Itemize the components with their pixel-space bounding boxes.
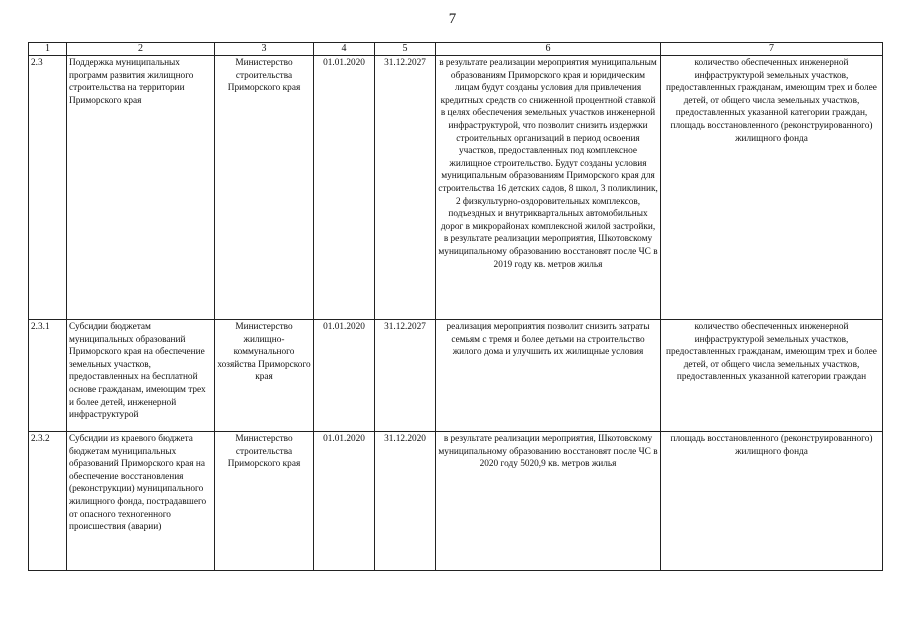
row-number: 2.3 — [29, 56, 67, 320]
header-col-6: 6 — [436, 43, 661, 56]
expected-result: в результате реализации мероприятия, Шкотовскому муниципальному образованию восстановят после ЧС в 2020 году 5020,9 кв. метров жилья — [436, 432, 661, 571]
target-indicator: количество обеспеченных инженерной инфраструктурой земельных участков, предоставленных гражданам, имеющим трех и более детей, от общего числа земельных участков, предоставленных указанной категории граждан, площадь восстановленного (реконструированного) жилищного фонда — [661, 56, 883, 320]
header-col-7: 7 — [661, 43, 883, 56]
target-indicator: количество обеспеченных инженерной инфраструктурой земельных участков, предоставленных гражданам, имеющим трех и более детей, от общего числа земельных участков, предоставленных указанной категории граждан — [661, 320, 883, 432]
responsible-executor: Министерство строительства Приморского края — [215, 56, 314, 320]
measure-name: Поддержка муниципальных программ развития жилищного строительства на территории Приморского края — [67, 56, 215, 320]
header-col-3: 3 — [215, 43, 314, 56]
responsible-executor: Министерство строительства Приморского края — [215, 432, 314, 571]
end-date: 31.12.2027 — [375, 320, 436, 432]
measure-name: Субсидии из краевого бюджета бюджетам муниципальных образований Приморского края на обеспечение восстановления (реконструкции) муниципального жилищного фонда, пострадавшего от опасного техногенного происшествия (аварии) — [67, 432, 215, 571]
measures-table — [28, 42, 883, 571]
table-row — [29, 432, 883, 571]
end-date: 31.12.2020 — [375, 432, 436, 571]
start-date: 01.01.2020 — [314, 320, 375, 432]
header-col-2: 2 — [67, 43, 215, 56]
start-date: 01.01.2020 — [314, 56, 375, 320]
header-col-1: 1 — [29, 43, 67, 56]
table-row — [29, 56, 883, 320]
responsible-executor: Министерство жилищно-коммунального хозяйства Приморского края — [215, 320, 314, 432]
row-number: 2.3.2 — [29, 432, 67, 571]
expected-result: в результате реализации мероприятия муниципальным образованиям Приморского края и юридическим лицам будут созданы условия для привлечения кредитных средств со сниженной процентной ставкой в целях обеспечения земельных участков инженерной инфраструктурой, что позволит снизить издержки строительных организаций в период освоения участков, предоставленных под комплексное жилищное строительство. Будут созданы условия муниципальным образованиям Приморского края для строительства 16 детских садов, 8 школ, 3 поликлиник, 2 физкультурно-оздоровительных комплексов, подъездных и внутриквартальных автомобильных дорог в микрорайонах комплексной жилой застройки, в результате реализации мероприятия, Шкотовскому муниципальному образованию восстановят после ЧС в 2019 году кв. метров жилья — [436, 56, 661, 320]
row-number: 2.3.1 — [29, 320, 67, 432]
measure-name: Субсидии бюджетам муниципальных образований Приморского края на обеспечение земельных участков, предоставленных на бесплатной основе гражданам, имеющим трех и более детей, инженерной инфраструктурой — [67, 320, 215, 432]
header-col-5: 5 — [375, 43, 436, 56]
expected-result: реализация мероприятия позволит снизить затраты семьям с тремя и более детьми на строительство жилого дома и улучшить их жилищные условия — [436, 320, 661, 432]
table-row — [29, 320, 883, 432]
page-number: 7 — [448, 11, 457, 27]
end-date: 31.12.2027 — [375, 56, 436, 320]
target-indicator: площадь восстановленного (реконструированного) жилищного фонда — [661, 432, 883, 571]
start-date: 01.01.2020 — [314, 432, 375, 571]
header-col-4: 4 — [314, 43, 375, 56]
header-row — [29, 43, 883, 56]
